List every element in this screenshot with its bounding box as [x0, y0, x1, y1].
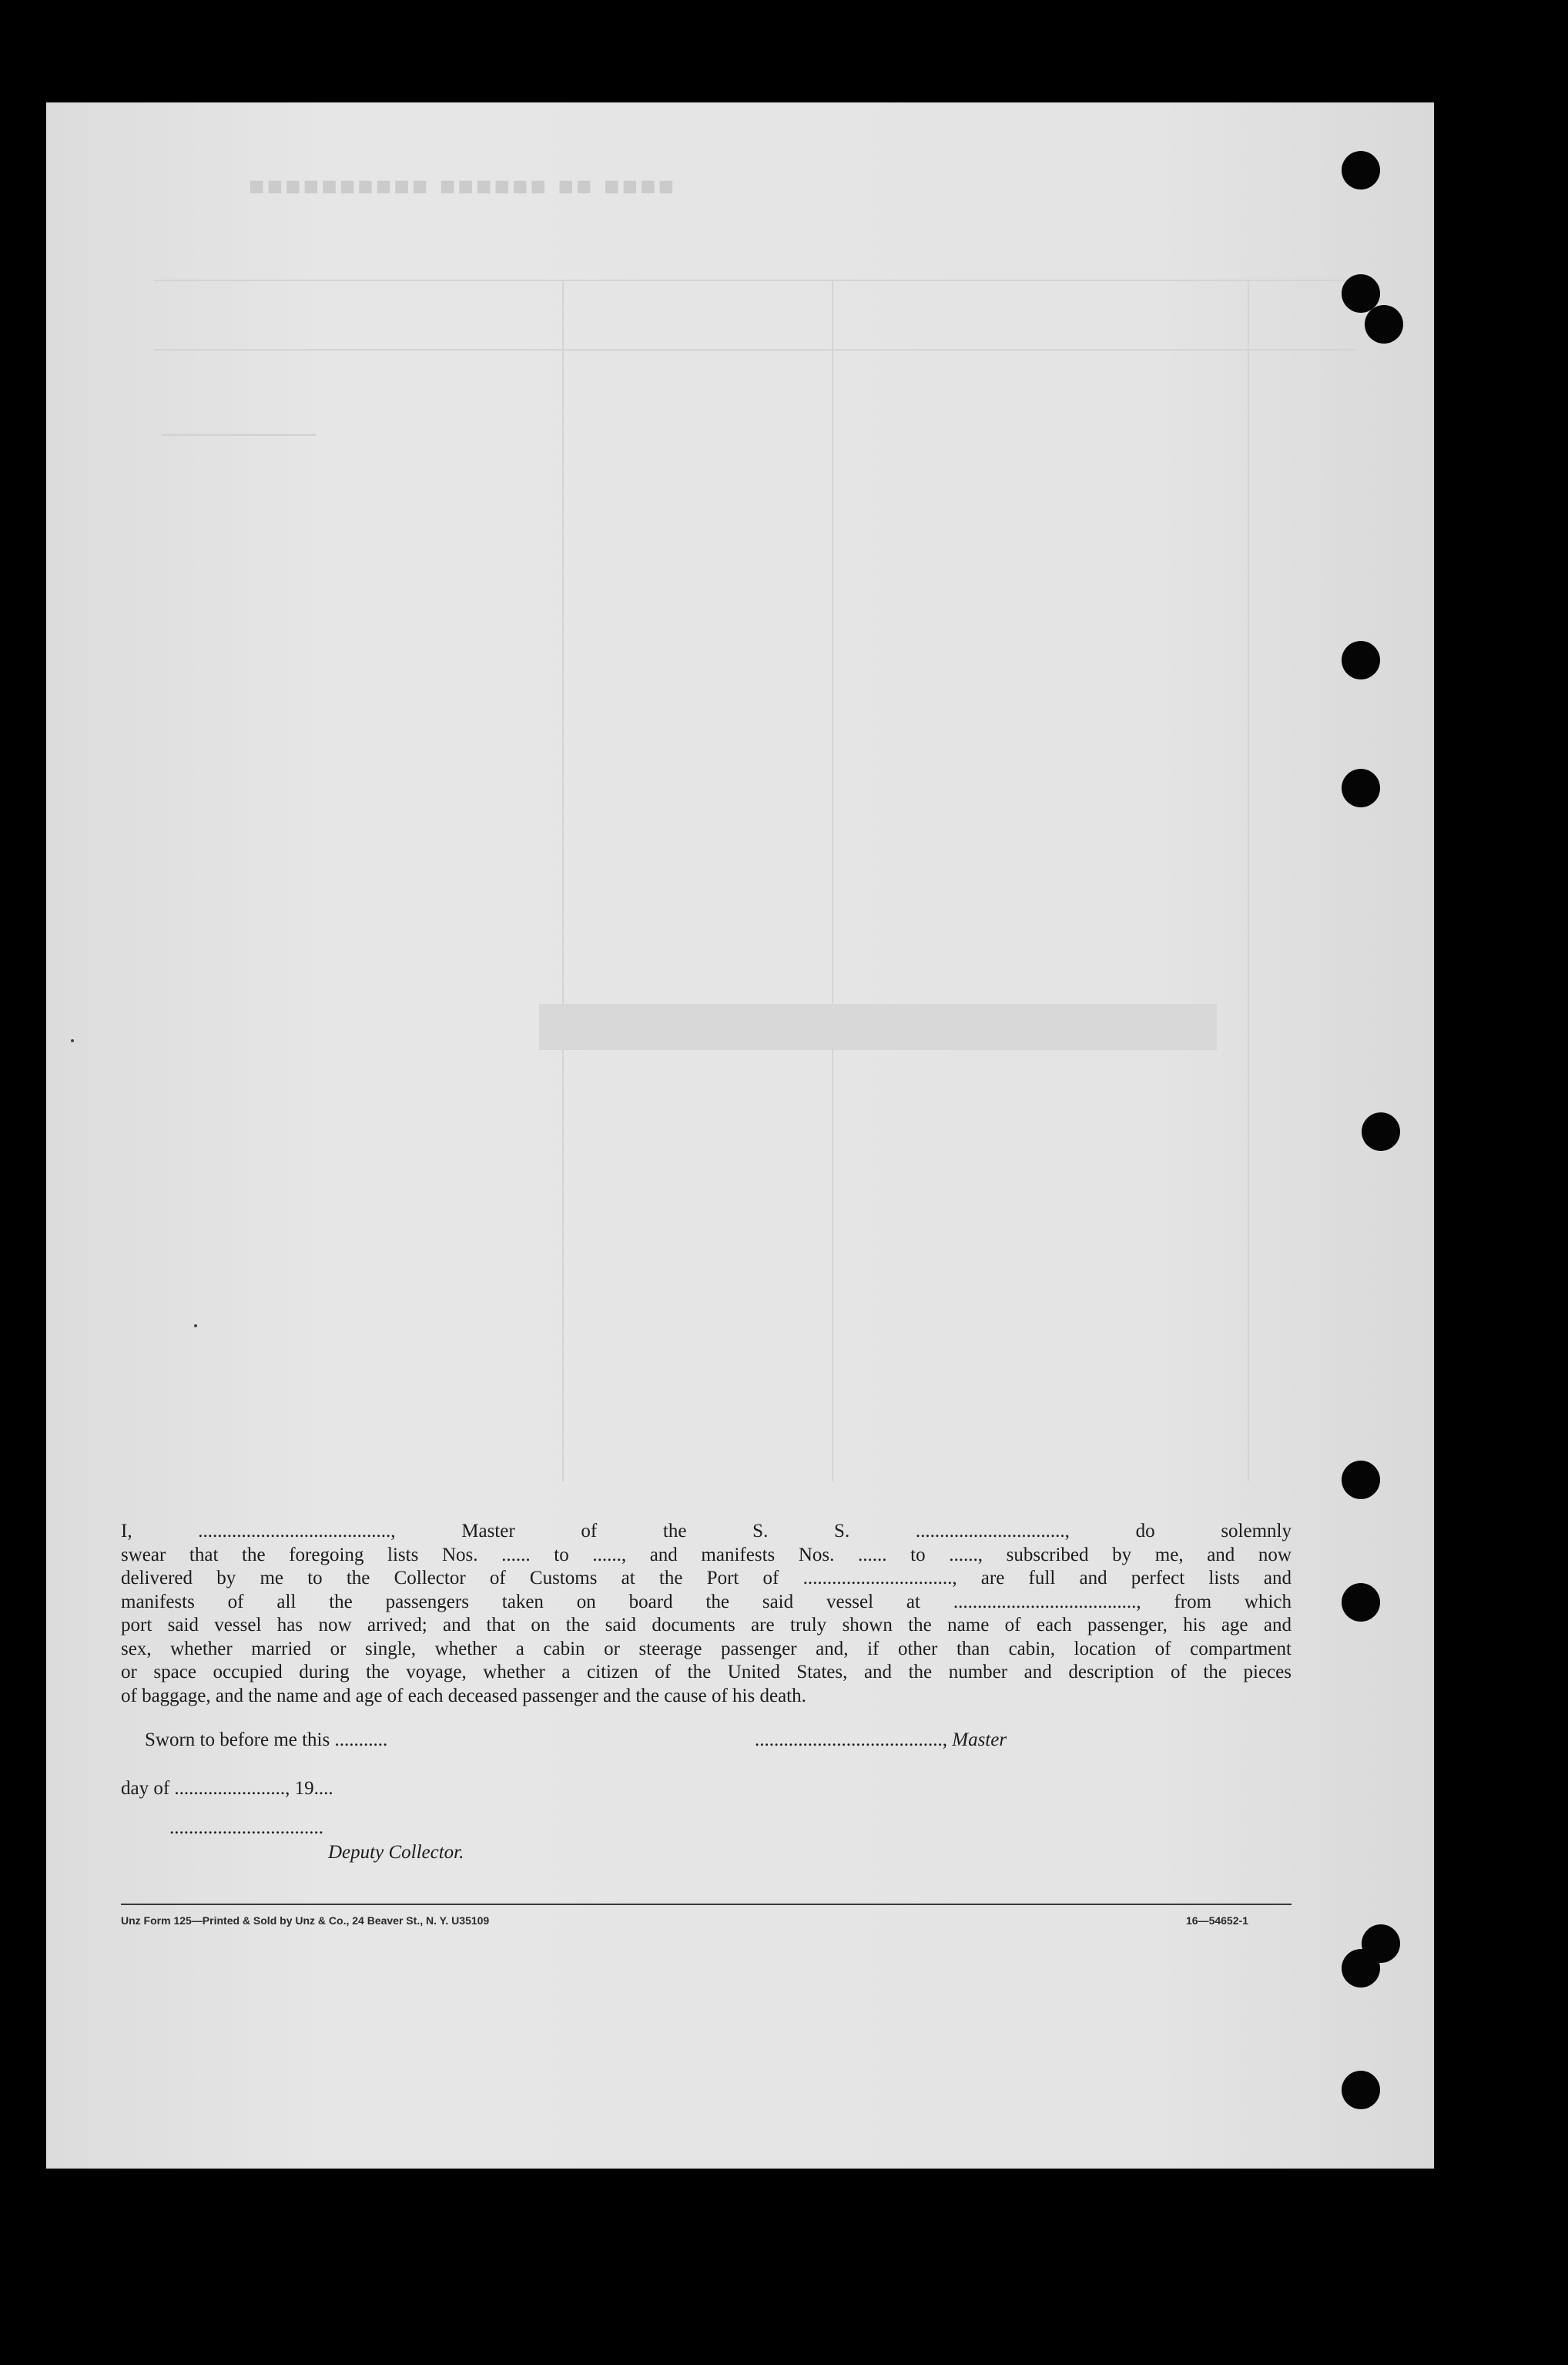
form-imprint: Unz Form 125—Printed & Sold by Unz & Co., 24 Beaver St., N. Y. U35109: [121, 1914, 490, 1927]
oath-line: or space occupied during the voyage, whether a citizen of the United States, and the number and description of the pieces: [121, 1662, 1292, 1682]
punch-hole: [1362, 1112, 1400, 1151]
punch-hole: [1342, 769, 1380, 807]
master-signature-dots: .......................................,: [755, 1729, 953, 1750]
bleed-through-column: [1248, 280, 1249, 1481]
punch-hole: [1342, 641, 1380, 679]
oath-line: I, ........................................, Master of the S. S. ..............................., do solemnly: [121, 1521, 1292, 1541]
deputy-collector-label: Deputy Collector.: [328, 1842, 464, 1863]
punch-hole: [1342, 1949, 1380, 1988]
document-page: [46, 102, 1434, 2169]
master-signature-line: [755, 1729, 1007, 1751]
form-number: 16—54652-1: [1186, 1914, 1248, 1927]
bleed-through-box: [162, 434, 316, 436]
punch-hole: [1365, 305, 1403, 344]
bleed-through-line: [154, 349, 1355, 351]
bleed-through-column: [562, 280, 564, 1481]
day-of-line: day of ......................., 19....: [121, 1778, 333, 1799]
speck: [194, 1324, 197, 1327]
oath-line: manifests of all the passengers taken on board the said vessel at ......................................, from which: [121, 1591, 1292, 1612]
bleed-through-stamp: [539, 1004, 1217, 1050]
sworn-before-line: Sworn to before me this ...........: [145, 1729, 388, 1750]
punch-hole: [1342, 151, 1380, 190]
master-label: Master: [952, 1729, 1007, 1750]
oath-line: sex, whether married or single, whether a cabin or steerage passenger and, if other than cabin, location of compartment: [121, 1638, 1292, 1659]
punch-hole: [1342, 1461, 1380, 1499]
bleed-through-line: [154, 280, 1355, 281]
oath-paragraph: [121, 1520, 1292, 1708]
bleed-through-heading: ■■■■ ■■ ■■■■■■ ■■■■■■■■■■: [246, 172, 675, 201]
bleed-through-column: [832, 280, 833, 1481]
footer-rule: [121, 1904, 1292, 1905]
punch-hole: [1342, 2071, 1380, 2109]
oath-line: of baggage, and the name and age of each deceased passenger and the cause of his death.: [121, 1685, 806, 1706]
oath-line: delivered by me to the Collector of Customs at the Port of ..............................., are full and perfect lists and: [121, 1568, 1292, 1588]
oath-line: swear that the foregoing lists Nos. ...... to ......, and manifests Nos. ...... to ......, subscribed by me, and now: [121, 1544, 1292, 1565]
oath-line: port said vessel has now arrived; and that on the said documents are truly shown the name of each passenger, his age and: [121, 1615, 1292, 1635]
collector-signature-dots: ................................: [169, 1817, 323, 1838]
punch-hole: [1342, 1583, 1380, 1622]
speck: [71, 1039, 74, 1042]
